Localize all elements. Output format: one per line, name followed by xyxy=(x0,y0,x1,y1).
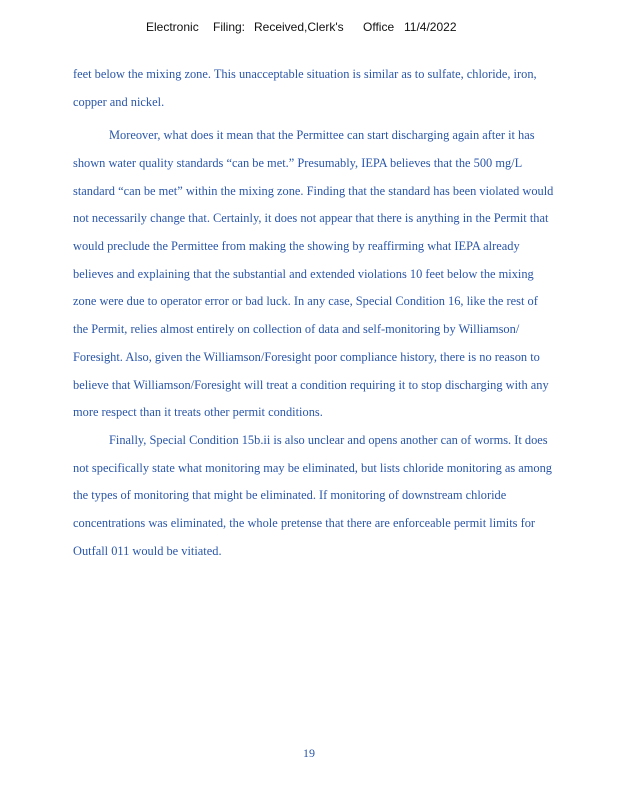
text-line: would preclude the Permittee from making the showing by reaffirming what IEPA already xyxy=(73,239,520,253)
text-line: shown water quality standards “can be met.” Presumably, IEPA believes that the 500 mg/L xyxy=(73,156,523,170)
filing-header xyxy=(0,18,618,38)
text-line: Foresight. Also, given the Williamson/Foresight poor compliance history, there is no reason to xyxy=(73,350,540,364)
page-number: 19 xyxy=(303,746,315,760)
text-line: not specifically state what monitoring may be eliminated, but lists chloride monitoring as among xyxy=(73,461,553,475)
text-line: zone were due to operator error or bad luck. In any case, Special Condition 16, like the rest of xyxy=(73,294,538,308)
text-line: standard “can be met” within the mixing zone. Finding that the standard has been violated would xyxy=(73,184,554,198)
text-line: Finally, Special Condition 15b.ii is also unclear and opens another can of worms. It does xyxy=(109,433,548,447)
text-line: more respect than it treats other permit conditions. xyxy=(73,405,323,419)
text-line: concentrations was eliminated, the whole pretense that there are enforceable permit limits for xyxy=(73,516,536,530)
text-line: feet below the mixing zone. This unacceptable situation is similar as to sulfate, chloride, iron, xyxy=(73,67,537,81)
text-line: the types of monitoring that might be eliminated. If monitoring of downstream chloride xyxy=(73,488,507,502)
text-line: Moreover, what does it mean that the Permittee can start discharging again after it has xyxy=(109,128,535,142)
header-received: Received,Clerk's xyxy=(254,20,344,34)
text-line: believes and explaining that the substantial and extended violations 10 feet below the mixing xyxy=(73,267,534,281)
text-line: the Permit, relies almost entirely on collection of data and self-monitoring by Williamson/ xyxy=(73,322,520,336)
text-line: not necessarily change that. Certainly, it does not appear that there is anything in the Permit that xyxy=(73,211,549,225)
header-office: Office xyxy=(363,20,395,34)
text-line: copper and nickel. xyxy=(73,95,165,109)
text-line: believe that Williamson/Foresight will treat a condition requiring it to stop discharging with any xyxy=(73,378,549,392)
header-electronic: Electronic xyxy=(146,20,199,34)
text-line: Outfall 011 would be vitiated. xyxy=(73,544,222,558)
header-filing: Filing: xyxy=(213,20,246,34)
header-date: 11/4/2022 xyxy=(404,20,457,34)
